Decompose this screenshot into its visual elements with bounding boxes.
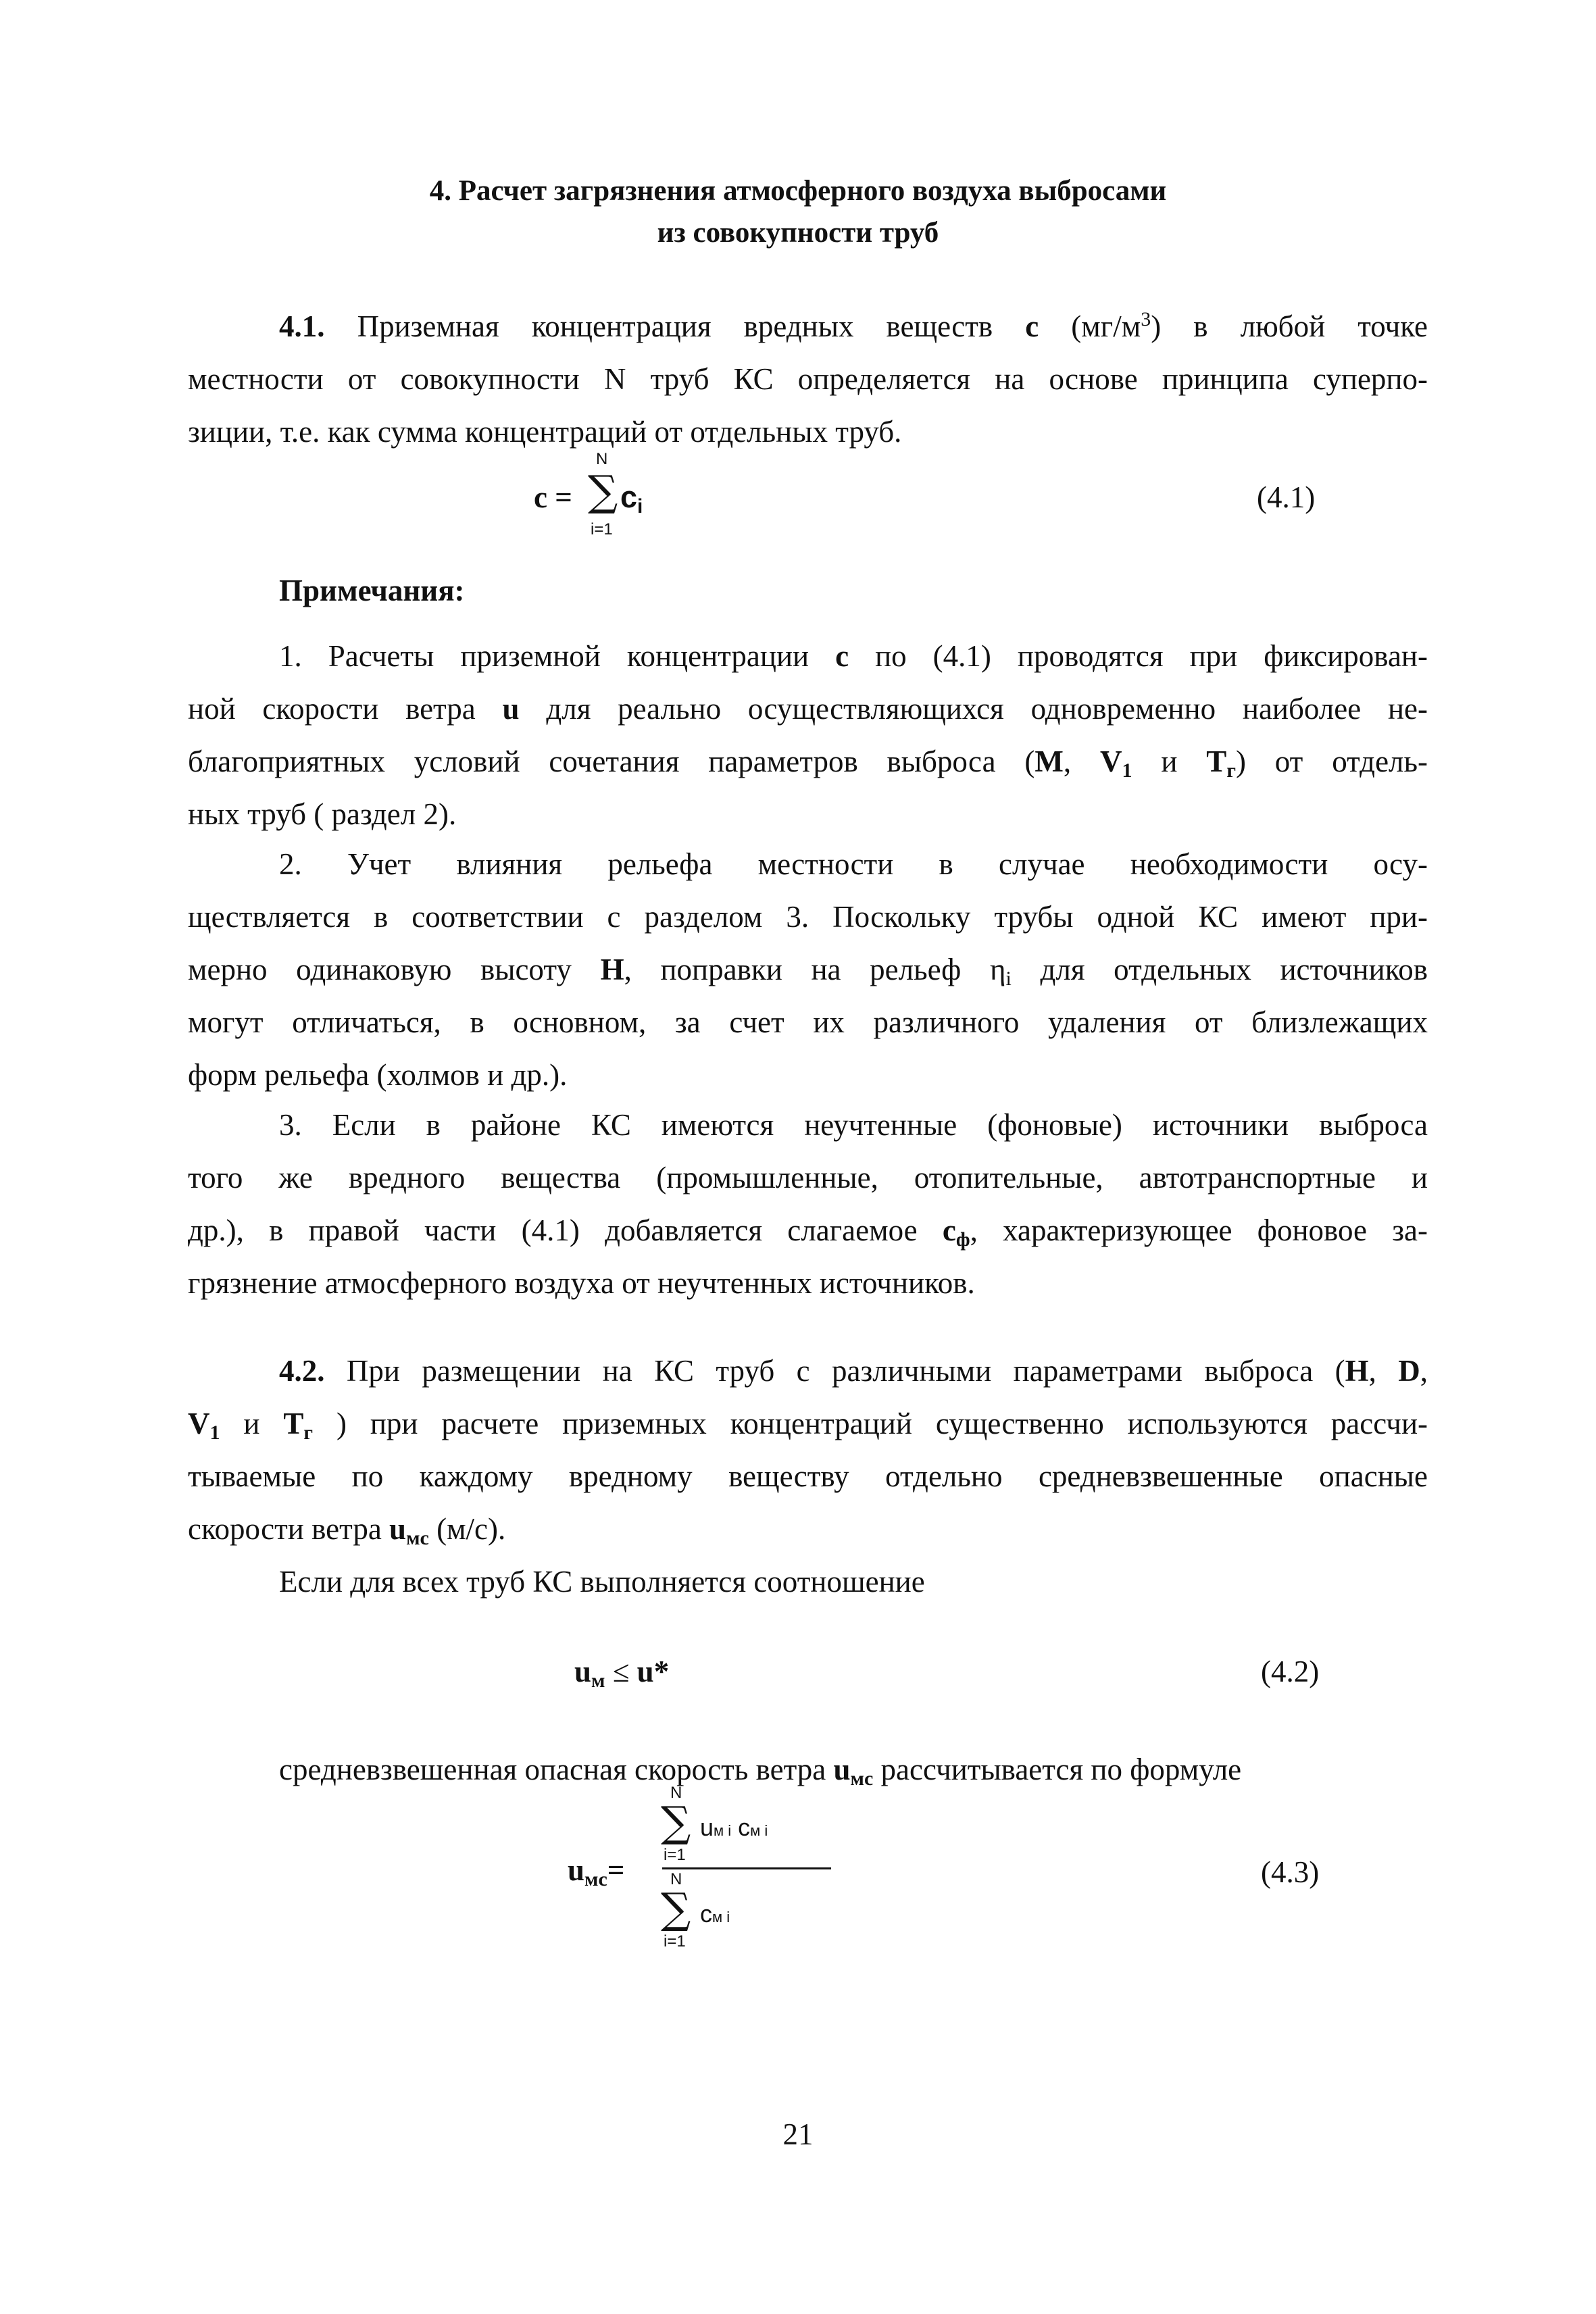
note-2-line-1: 2. Учет влияния рельефа местности в случае необходимости осу- [279,847,1428,881]
eq3-numerator-terms: uм i cм i [700,1813,768,1841]
paragraph-4-2-line-5: Если для всех труб КС выполняется соотношение [279,1565,925,1599]
note-3-line-3: др.), в правой части (4.1) добавляется слагаемое cф, характеризующее фоновое за- [188,1213,1428,1251]
eq3-num-sigma-lower: i=1 [664,1846,686,1864]
eq-term: ci [620,480,643,518]
note-1-line-4: ных труб ( раздел 2). [188,797,457,831]
equation-number-4-2: (4.2) [1261,1655,1320,1688]
paragraph-4-1-line-3: зиции, т.е. как сумма концентраций от отдельных труб. [188,415,902,449]
note-1-line-1: 1. Расчеты приземной концентрации c по (4.1) проводятся при фиксирован- [279,639,1428,673]
eq-lhs: c = [534,480,572,514]
note-2-line-3: мерно одинаковую высоту H, поправки на рельеф ηi для отдельных источников [188,953,1428,990]
paragraph-4-2-line-1: 4.2. При размещении на КС труб с различными параметрами выброса (H, D, [279,1354,1428,1388]
eq3-num-sigma-upper: N [670,1784,682,1802]
paragraph-4-1-line-2: местности от совокупности N труб КС определяется на основе принципа суперпо- [188,362,1428,396]
eq-sigma-upper: N [596,450,608,468]
eq3-lhs: uмс= [568,1853,625,1890]
section-heading-line-2: из совокупности труб [657,217,939,249]
sigma-icon: ∑ [661,1797,691,1846]
equation-4-3 [568,1784,851,1959]
eq3-den-sigma-lower: i=1 [664,1932,686,1951]
paragraph-4-2-line-2: V1 и Tг ) при расчете приземных концентраций существенно используются рассчи- [188,1407,1428,1444]
equation-4-1 [534,446,750,547]
paragraph-4-3-line: средневзвешенная опасная скорость ветра uмс рассчитывается по формуле [279,1753,1242,1790]
paragraph-4-2-line-3: тываемые по каждому вредному веществу отдельно средневзвешенные опасные [188,1459,1428,1493]
note-2-line-2: ществляется в соответствии с разделом 3. Поскольку трубы одной КС имеют при- [188,900,1428,934]
note-2-line-4: могут отличаться, в основном, за счет их различного удаления от близлежащих [188,1005,1428,1039]
notes-title: Примечания: [279,574,465,607]
note-3-line-4: грязнение атмосферного воздуха от неучтенных источников. [188,1266,975,1300]
eq-sigma-lower: i=1 [591,520,613,538]
note-3-line-1: 3. Если в районе КС имеются неучтенные (фоновые) источники выброса [279,1108,1428,1142]
paragraph-4-1-line-1: 4.1. Приземная концентрация вредных веществ c $(мг/м^3)$ в любой точке [279,308,1428,343]
equation-number-4-3: (4.3) [1261,1855,1320,1889]
paragraph-4-2-line-4: скорости ветра uмс (м/с). [188,1512,506,1549]
fraction-bar [662,1867,831,1869]
eq3-den-sigma-upper: N [670,1870,682,1888]
clause-number: 4.2. [279,1354,325,1388]
note-3-line-2: того же вредного вещества (промышленные, отопительные, автотранспортные и [188,1161,1428,1194]
sigma-icon: ∑ [588,466,618,515]
note-2-line-5: форм рельефа (холмов и др.). [188,1058,568,1092]
page-number: 21 [782,2117,814,2151]
section-heading-line-1: 4. Расчет загрязнения атмосферного воздуха выбросами [429,175,1167,207]
note-1-line-2: ной скорости ветра u для реально осуществляющихся одновременно наиболее не- [188,692,1428,726]
eq3-denominator-term: cм i [700,1900,730,1928]
equation-4-2: uм ≤ u* [574,1655,670,1692]
note-1-line-3: благоприятных условий сочетания параметров выброса (M, V1 и Tг) от отдель- [188,745,1428,782]
sigma-icon: ∑ [661,1884,691,1933]
equation-number-4-1: (4.1) [1257,480,1316,514]
clause-number: 4.1. [279,309,325,343]
